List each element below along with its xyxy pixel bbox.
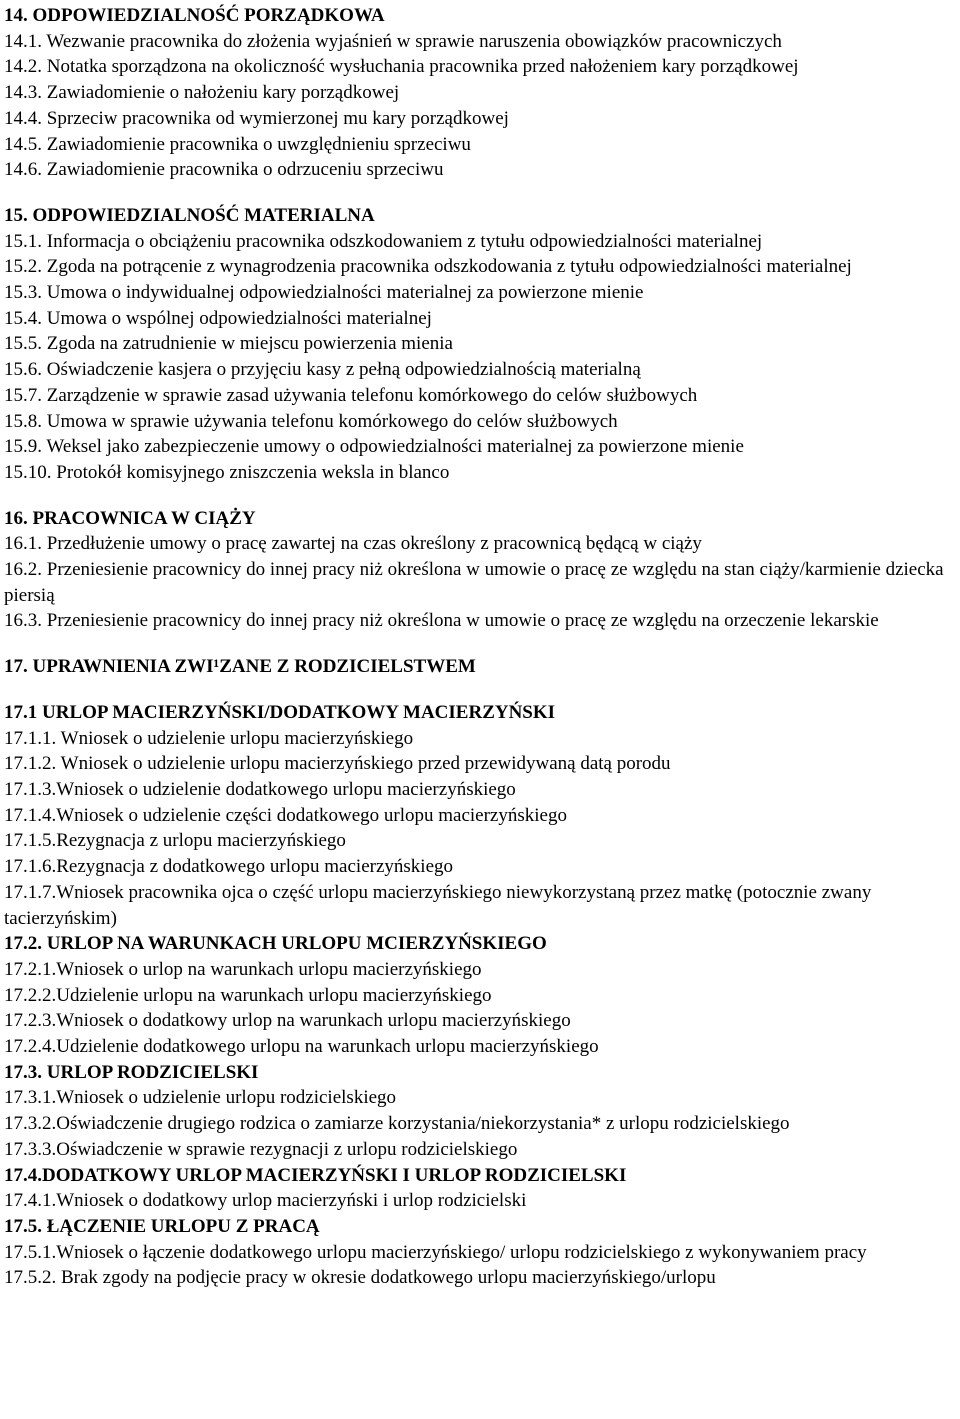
item-number: 14.5. [4, 133, 42, 155]
item-text: DODATKOWY URLOP MACIERZYŃSKI I URLOP RODZICIELSKI [42, 1164, 627, 1186]
item-number: 16.2. [4, 559, 42, 581]
list-item [4, 383, 956, 409]
item-text: Zawiadomienie o nałożeniu kary porządkowej [42, 82, 400, 104]
section-block [4, 3, 956, 183]
item-text: ŁĄCZENIE URLOPU Z PRACĄ [42, 1215, 320, 1237]
list-item [4, 1188, 956, 1214]
item-number: 15.5. [4, 333, 42, 355]
item-number: 17.2. [4, 933, 42, 955]
item-text: ODPOWIEDZIALNOŚĆ PORZĄDKOWA [27, 5, 385, 26]
item-text: Brak zgody na podjęcie pracy w okresie dodatkowego urlopu macierzyńskiego/urlopu [56, 1267, 716, 1289]
item-text: Zawiadomienie pracownika o odrzuceniu sprzeciwu [42, 159, 444, 181]
item-text: Oświadczenie kasjera o przyjęciu kasy z pełną odpowiedzialnością materialną [42, 359, 641, 381]
item-number: 17.2.2. [4, 984, 57, 1006]
list-item [4, 608, 956, 634]
item-number: 17.5. [4, 1215, 42, 1237]
item-number: 16.3. [4, 610, 42, 632]
item-text: Wniosek o urlop na warunkach urlopu macierzyńskiego [56, 958, 482, 980]
list-item [4, 460, 956, 486]
item-number: 15.1. [4, 230, 42, 252]
list-item [4, 1240, 956, 1266]
item-number: 14.2. [4, 56, 42, 78]
item-text: Notatka sporządzona na okoliczność wysłuchania pracownika przed nałożeniem kary porządkowej [42, 56, 799, 78]
item-number: 15.9. [4, 436, 42, 458]
list-item [4, 557, 956, 608]
item-text: Wniosek o dodatkowy urlop na warunkach urlopu macierzyńskiego [56, 1010, 571, 1032]
item-text: Przeniesienie pracownicy do innej pracy niż określona w umowie o pracę ze względu na orzeczenie lekarskie [42, 610, 879, 632]
section-heading [4, 203, 956, 229]
item-number: 14.1. [4, 30, 42, 52]
item-text: Wniosek o udzielenie dodatkowego urlopu macierzyńskiego [56, 778, 516, 800]
item-number: 15.8. [4, 410, 42, 432]
item-number: 17.4.1. [4, 1190, 57, 1212]
item-number: 15.10. [4, 461, 52, 483]
item-number: 17.1.1. [4, 727, 57, 749]
item-text: URLOP MACIERZYŃSKI/DODATKOWY MACIERZYŃSKI [37, 701, 556, 723]
item-text: Umowa w sprawie używania telefonu komórkowego do celów służbowych [42, 410, 618, 432]
item-number: 14.3. [4, 82, 42, 104]
item-text: Przeniesienie pracownicy do innej pracy niż określona w umowie o pracę ze względu na stan ciąży/karmienie dziecka piersią [4, 559, 944, 606]
item-number: 17.3.2. [4, 1113, 57, 1135]
item-number: 16. [4, 507, 28, 529]
section-block [4, 203, 956, 486]
section-block [4, 700, 956, 1291]
list-item [4, 983, 956, 1009]
item-number: 17. [4, 656, 28, 678]
item-text: Wniosek o łączenie dodatkowego urlopu macierzyńskiego/ urlopu rodzicielskiego z wykonywaniem pracy [56, 1241, 867, 1263]
item-text: Wezwanie pracownika do złożenia wyjaśnień w sprawie naruszenia obowiązków pracowniczych [42, 30, 782, 52]
item-number: 17.2.3. [4, 1010, 57, 1032]
item-number: 17.1.6. [4, 856, 57, 878]
list-item [4, 777, 956, 803]
section-heading [4, 654, 956, 680]
item-number: 17.5.1. [4, 1241, 57, 1263]
section-heading [4, 931, 956, 957]
item-text: Rezygnacja z dodatkowego urlopu macierzyńskiego [56, 856, 453, 878]
list-item [4, 157, 956, 183]
item-text: Zawiadomienie pracownika o uwzględnieniu sprzeciwu [42, 133, 471, 155]
item-text: Zarządzenie w sprawie zasad używania telefonu komórkowego do celów służbowych [42, 384, 698, 406]
item-text: Sprzeciw pracownika od wymierzonej mu kary porządkowej [42, 107, 509, 129]
list-item [4, 828, 956, 854]
list-item [4, 1111, 956, 1137]
item-number: 15.4. [4, 307, 42, 329]
list-item [4, 1265, 956, 1291]
section-block [4, 506, 956, 635]
section-gap [4, 486, 956, 506]
list-item [4, 54, 956, 80]
item-number: 14.6. [4, 159, 42, 181]
item-text: Informacja o obciążeniu pracownika odszkodowaniem z tytułu odpowiedzialności materialnej [42, 230, 763, 252]
section-heading [4, 506, 956, 532]
item-text: Umowa o wspólnej odpowiedzialności materialnej [42, 307, 432, 329]
list-item [4, 726, 956, 752]
section-heading [4, 1163, 956, 1189]
section-heading [4, 3, 956, 29]
list-item [4, 434, 956, 460]
item-text: Oświadczenie drugiego rodzica o zamiarze korzystania/niekorzystania* z urlopu rodzicielskiego [56, 1113, 790, 1135]
list-item [4, 1008, 956, 1034]
item-number: 15.3. [4, 282, 42, 304]
item-number: 15.2. [4, 256, 42, 278]
item-number: 17.1.5. [4, 830, 57, 852]
item-number: 17.1 [4, 701, 38, 723]
list-item [4, 29, 956, 55]
item-number: 16.1. [4, 533, 42, 555]
list-item [4, 1034, 956, 1060]
item-text: Wniosek o dodatkowy urlop macierzyński i urlop rodzicielski [56, 1190, 527, 1212]
item-text: Zgoda na zatrudnienie w miejscu powierzenia mienia [42, 333, 453, 355]
item-number: 17.5.2. [4, 1267, 57, 1289]
list-item [4, 229, 956, 255]
list-item [4, 1085, 956, 1111]
item-text: Wniosek o udzielenie części dodatkowego urlopu macierzyńskiego [56, 804, 567, 826]
list-item [4, 357, 956, 383]
item-text: Przedłużenie umowy o pracę zawartej na czas określony z pracownicą będącą w ciąży [42, 533, 702, 555]
item-text: ODPOWIEDZIALNOŚĆ MATERIALNA [27, 204, 375, 226]
item-text: Wniosek o udzielenie urlopu macierzyńskiego przed przewidywaną datą porodu [56, 753, 671, 775]
list-item [4, 1137, 956, 1163]
item-text: UPRAWNIENIA ZWI¹ZANE Z RODZICIELSTWEM [27, 656, 476, 678]
item-number: 17.3.1. [4, 1087, 57, 1109]
list-item [4, 803, 956, 829]
item-text: PRACOWNICA W CIĄŻY [27, 507, 256, 529]
list-item [4, 280, 956, 306]
item-text: Umowa o indywidualnej odpowiedzialności materialnej za powierzone mienie [42, 282, 644, 304]
item-number: 15.7. [4, 384, 42, 406]
item-number: 14.4. [4, 107, 42, 129]
item-number: 17.2.4. [4, 1036, 57, 1058]
section-heading [4, 700, 956, 726]
item-text: URLOP RODZICIELSKI [42, 1061, 259, 1083]
list-item [4, 531, 956, 557]
item-number: 17.3. [4, 1061, 42, 1083]
list-item [4, 880, 956, 931]
item-number: 17.1.3. [4, 778, 57, 800]
list-item [4, 409, 956, 435]
item-number: 17.2.1. [4, 958, 57, 980]
item-text: Oświadczenie w sprawie rezygnacji z urlopu rodzicielskiego [56, 1138, 518, 1160]
item-text: Protokół komisyjnego zniszczenia weksla in blanco [51, 461, 450, 483]
list-item [4, 751, 956, 777]
list-item [4, 254, 956, 280]
item-number: 17.1.7. [4, 881, 57, 903]
list-item [4, 957, 956, 983]
list-item [4, 80, 956, 106]
section-block [4, 654, 956, 680]
list-item [4, 854, 956, 880]
item-text: Zgoda na potrącenie z wynagrodzenia pracownika odszkodowania z tytułu odpowiedzialności materialnej [42, 256, 852, 278]
item-text: Weksel jako zabezpieczenie umowy o odpowiedzialności materialnej za powierzone mienie [42, 436, 744, 458]
item-text: Udzielenie urlopu na warunkach urlopu macierzyńskiego [56, 984, 492, 1006]
item-number: 17.1.2. [4, 753, 57, 775]
section-gap [4, 634, 956, 654]
item-text: Wniosek o udzielenie urlopu macierzyńskiego [56, 727, 414, 749]
list-item [4, 106, 956, 132]
item-number: 15. [4, 204, 28, 226]
section-heading [4, 1214, 956, 1240]
item-text: Rezygnacja z urlopu macierzyńskiego [56, 830, 346, 852]
item-number: 17.4. [4, 1164, 42, 1186]
item-number: 14. [4, 5, 28, 26]
item-number: 17.1.4. [4, 804, 57, 826]
list-item [4, 132, 956, 158]
section-gap [4, 183, 956, 203]
list-item [4, 306, 956, 332]
item-text: Wniosek pracownika ojca o część urlopu macierzyńskiego niewykorzystaną przez matkę (potocznie zwany tacierzyńskim) [4, 881, 872, 929]
section-gap [4, 680, 956, 700]
list-item [4, 331, 956, 357]
section-heading [4, 1060, 956, 1086]
item-text: Wniosek o udzielenie urlopu rodzicielskiego [56, 1087, 397, 1109]
item-number: 17.3.3. [4, 1138, 57, 1160]
item-text: Udzielenie dodatkowego urlopu na warunkach urlopu macierzyńskiego [56, 1036, 599, 1058]
item-text: URLOP NA WARUNKACH URLOPU MCIERZYŃSKIEGO [42, 933, 547, 955]
item-number: 15.6. [4, 359, 42, 381]
